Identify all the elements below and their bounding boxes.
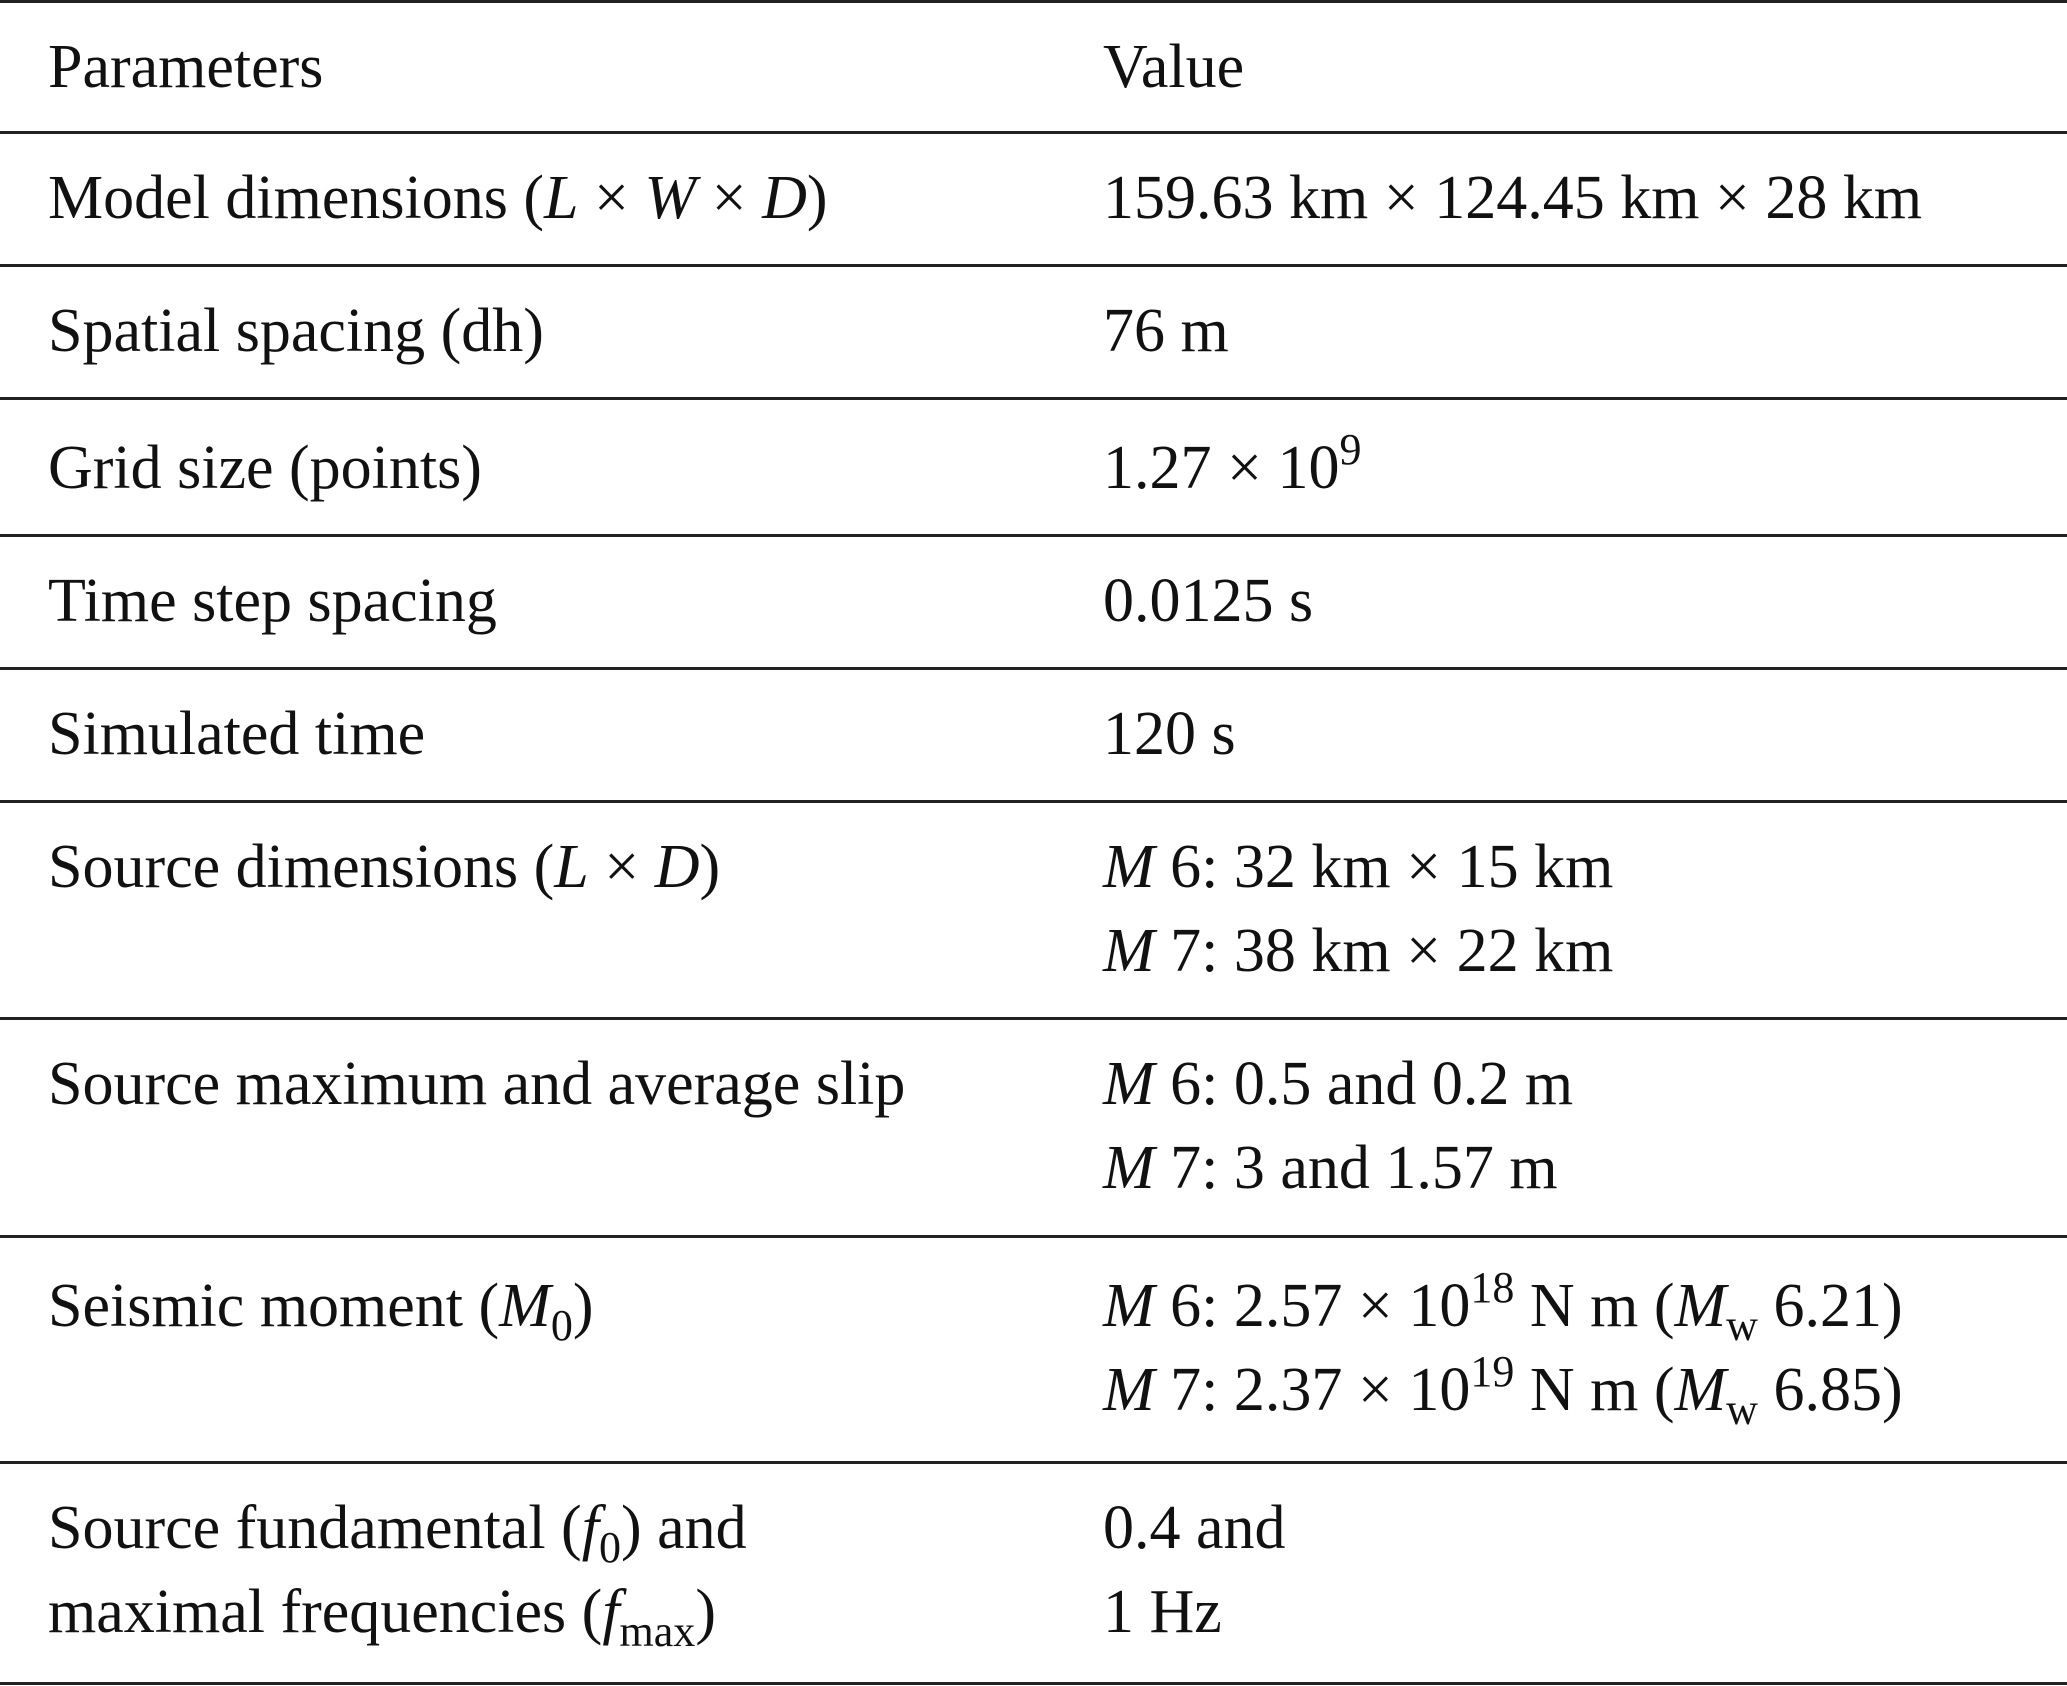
- value-source-frequencies: [1103, 1486, 1286, 1654]
- table-row: [0, 267, 2067, 400]
- param-grid-size: Grid size (points): [48, 434, 482, 502]
- table-row: [0, 1464, 2067, 1685]
- param-source-slip: Source maximum and average slip: [48, 1050, 906, 1118]
- table-header-row: [0, 0, 2067, 134]
- value-line: M 6: 0.5 and 0.2 m: [1103, 1050, 1574, 1118]
- param-model-dimensions: Model dimensions (L × W × D): [48, 164, 828, 232]
- header-value: Value: [1103, 33, 1245, 101]
- param-source-dimensions: Source dimensions (L × D): [48, 833, 721, 901]
- value-line: 0.4 and: [1103, 1494, 1286, 1562]
- table-row: [0, 1020, 2067, 1238]
- param-line: maximal frequencies $(f_{max})$: [48, 1578, 716, 1656]
- table-row: [0, 1238, 2067, 1464]
- table-row: [0, 134, 2067, 267]
- value-line: M 7: 3 and 1.57 m: [1103, 1134, 1558, 1202]
- value-seismic-moment: [1103, 1264, 1903, 1432]
- value-source-dimensions: [1103, 825, 1613, 993]
- value-line: 1 Hz: [1103, 1578, 1222, 1646]
- param-time-step: Time step spacing: [48, 567, 497, 635]
- value-time-step: 0.0125 s: [1103, 567, 1314, 635]
- value-line: M 6: 32 km × 15 km: [1103, 833, 1614, 901]
- value-line: M 7: 38 km × 22 km: [1103, 917, 1614, 985]
- table-row: [0, 537, 2067, 670]
- table-row: [0, 670, 2067, 803]
- table-row: [0, 400, 2067, 537]
- table-row: [0, 803, 2067, 1020]
- param-source-frequencies: [48, 1486, 747, 1654]
- value-line: M 6: $2.57 \times 10^{18}$ N m ($M_w$ 6.21): [1103, 1263, 1903, 1350]
- value-model-dimensions: 159.63 km × 124.45 km × 28 km: [1103, 164, 1923, 232]
- value-source-slip: [1103, 1042, 1573, 1210]
- value-spatial-spacing: 76 m: [1103, 297, 1229, 365]
- header-parameters: Parameters: [48, 33, 324, 101]
- param-spatial-spacing: Spatial spacing (dh): [48, 297, 544, 365]
- value-line: M 7: $2.37 \times 10^{19}$ N m ($M_w$ 6.85): [1103, 1347, 1903, 1434]
- param-line: Source fundamental $(f_0)$ and: [48, 1494, 747, 1572]
- param-seismic-moment: Seismic moment $(M_0)$: [48, 1272, 594, 1350]
- value-simulated-time: 120 s: [1103, 700, 1236, 768]
- value-grid-size: $1.27 \times 10^9$: [1103, 425, 1362, 502]
- param-simulated-time: Simulated time: [48, 700, 426, 768]
